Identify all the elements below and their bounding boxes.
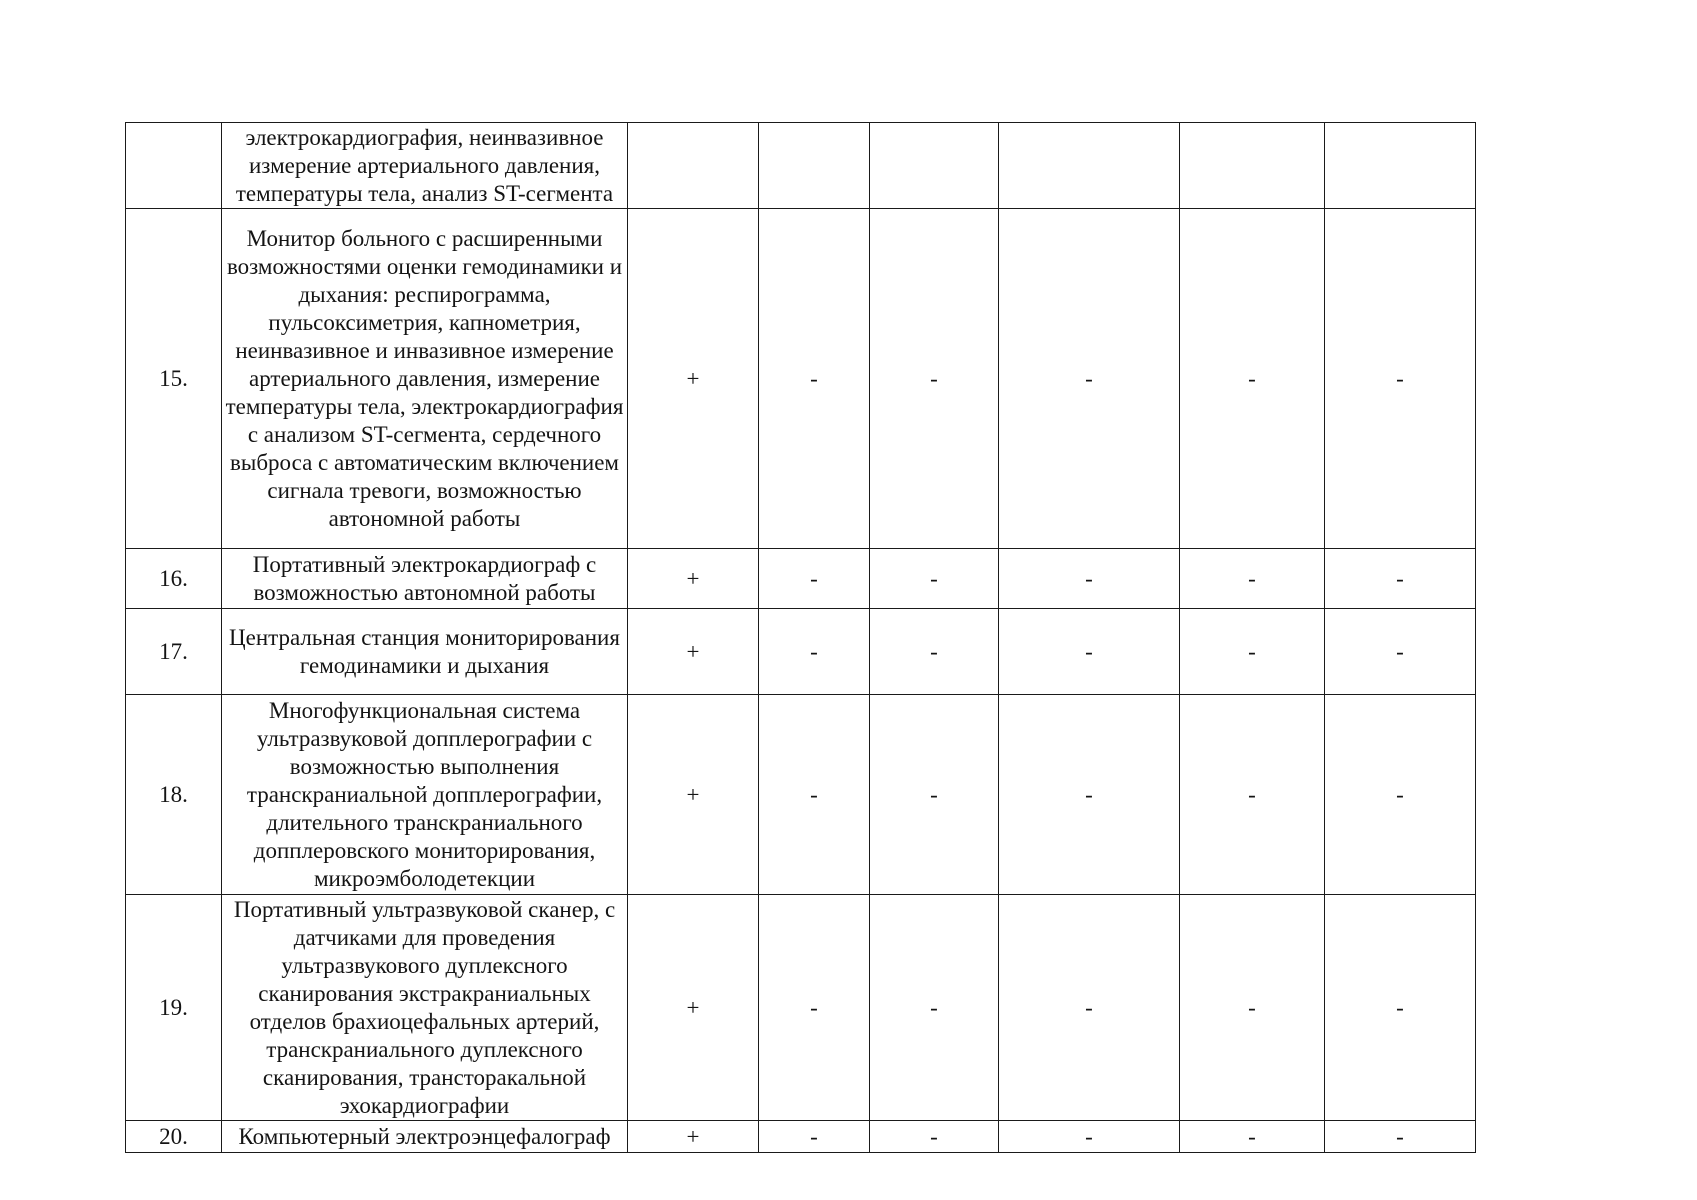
mark-cell: - xyxy=(1180,549,1325,609)
equipment-table xyxy=(125,122,1476,1153)
mark-cell xyxy=(1180,123,1325,209)
table-row xyxy=(126,209,1476,549)
row-number-cell xyxy=(126,123,222,209)
mark-cell: + xyxy=(628,695,759,895)
mark-cell: - xyxy=(759,209,870,549)
row-number-cell: 17. xyxy=(126,609,222,695)
table-row xyxy=(126,695,1476,895)
mark-cell: + xyxy=(628,1121,759,1153)
table-row xyxy=(126,1121,1476,1153)
mark-cell: - xyxy=(759,549,870,609)
mark-cell: - xyxy=(759,695,870,895)
mark-cell: - xyxy=(1325,695,1476,895)
mark-cell: - xyxy=(1180,895,1325,1121)
equipment-name-cell: Портативный электрокардиограф с возможностью автономной работы xyxy=(222,549,628,609)
mark-cell: + xyxy=(628,209,759,549)
row-number-cell: 19. xyxy=(126,895,222,1121)
mark-cell: + xyxy=(628,895,759,1121)
equipment-name-cell: Портативный ультразвуковой сканер, с датчиками для проведения ультразвукового дуплексного сканирования экстракраниальных отделов брахиоцефальных артерий, транскраниального дуплексного сканирования, трансторакальной эхокардиографии xyxy=(222,895,628,1121)
mark-cell: + xyxy=(628,549,759,609)
row-number-cell: 16. xyxy=(126,549,222,609)
mark-cell: - xyxy=(1325,549,1476,609)
mark-cell: - xyxy=(870,1121,999,1153)
mark-cell: - xyxy=(999,695,1180,895)
mark-cell xyxy=(999,123,1180,209)
equipment-name-cell: Компьютерный электроэнцефалограф xyxy=(222,1121,628,1153)
mark-cell: - xyxy=(1325,209,1476,549)
mark-cell: - xyxy=(870,895,999,1121)
table-row xyxy=(126,123,1476,209)
mark-cell: + xyxy=(628,609,759,695)
equipment-name-cell: Многофункциональная система ультразвуковой допплерографии с возможностью выполнения транскраниальной допплерографии, длительного транскраниального допплеровского мониторирования, микроэмболодетекции xyxy=(222,695,628,895)
mark-cell: - xyxy=(870,549,999,609)
mark-cell: - xyxy=(999,209,1180,549)
equipment-name-cell: Центральная станция мониторирования гемодинамики и дыхания xyxy=(222,609,628,695)
mark-cell xyxy=(870,123,999,209)
mark-cell: - xyxy=(870,609,999,695)
mark-cell: - xyxy=(1180,209,1325,549)
table-row xyxy=(126,549,1476,609)
mark-cell: - xyxy=(1180,695,1325,895)
mark-cell xyxy=(1325,123,1476,209)
mark-cell xyxy=(759,123,870,209)
row-number-cell: 18. xyxy=(126,695,222,895)
mark-cell: - xyxy=(999,549,1180,609)
mark-cell: - xyxy=(999,895,1180,1121)
mark-cell: - xyxy=(870,695,999,895)
equipment-name-cell: Монитор больного с расширенными возможностями оценки гемодинамики и дыхания: респирограмма, пульсоксиметрия, капнометрия, неинвазивное и инвазивное измерение артериального давления, измерение температуры тела, электрокардиография с анализом ST-сегмента, сердечного выброса с автоматическим включением сигнала тревоги, возможностью автономной работы xyxy=(222,209,628,549)
mark-cell xyxy=(628,123,759,209)
mark-cell: - xyxy=(1180,1121,1325,1153)
mark-cell: - xyxy=(1325,1121,1476,1153)
equipment-name-cell: электрокардиография, неинвазивное измерение артериального давления, температуры тела, анализ ST-сегмента xyxy=(222,123,628,209)
table-row xyxy=(126,895,1476,1121)
mark-cell: - xyxy=(1180,609,1325,695)
mark-cell: - xyxy=(759,609,870,695)
mark-cell: - xyxy=(999,609,1180,695)
row-number-cell: 15. xyxy=(126,209,222,549)
mark-cell: - xyxy=(1325,609,1476,695)
row-number-cell: 20. xyxy=(126,1121,222,1153)
mark-cell: - xyxy=(759,1121,870,1153)
mark-cell: - xyxy=(1325,895,1476,1121)
table-row xyxy=(126,609,1476,695)
mark-cell: - xyxy=(999,1121,1180,1153)
mark-cell: - xyxy=(870,209,999,549)
mark-cell: - xyxy=(759,895,870,1121)
